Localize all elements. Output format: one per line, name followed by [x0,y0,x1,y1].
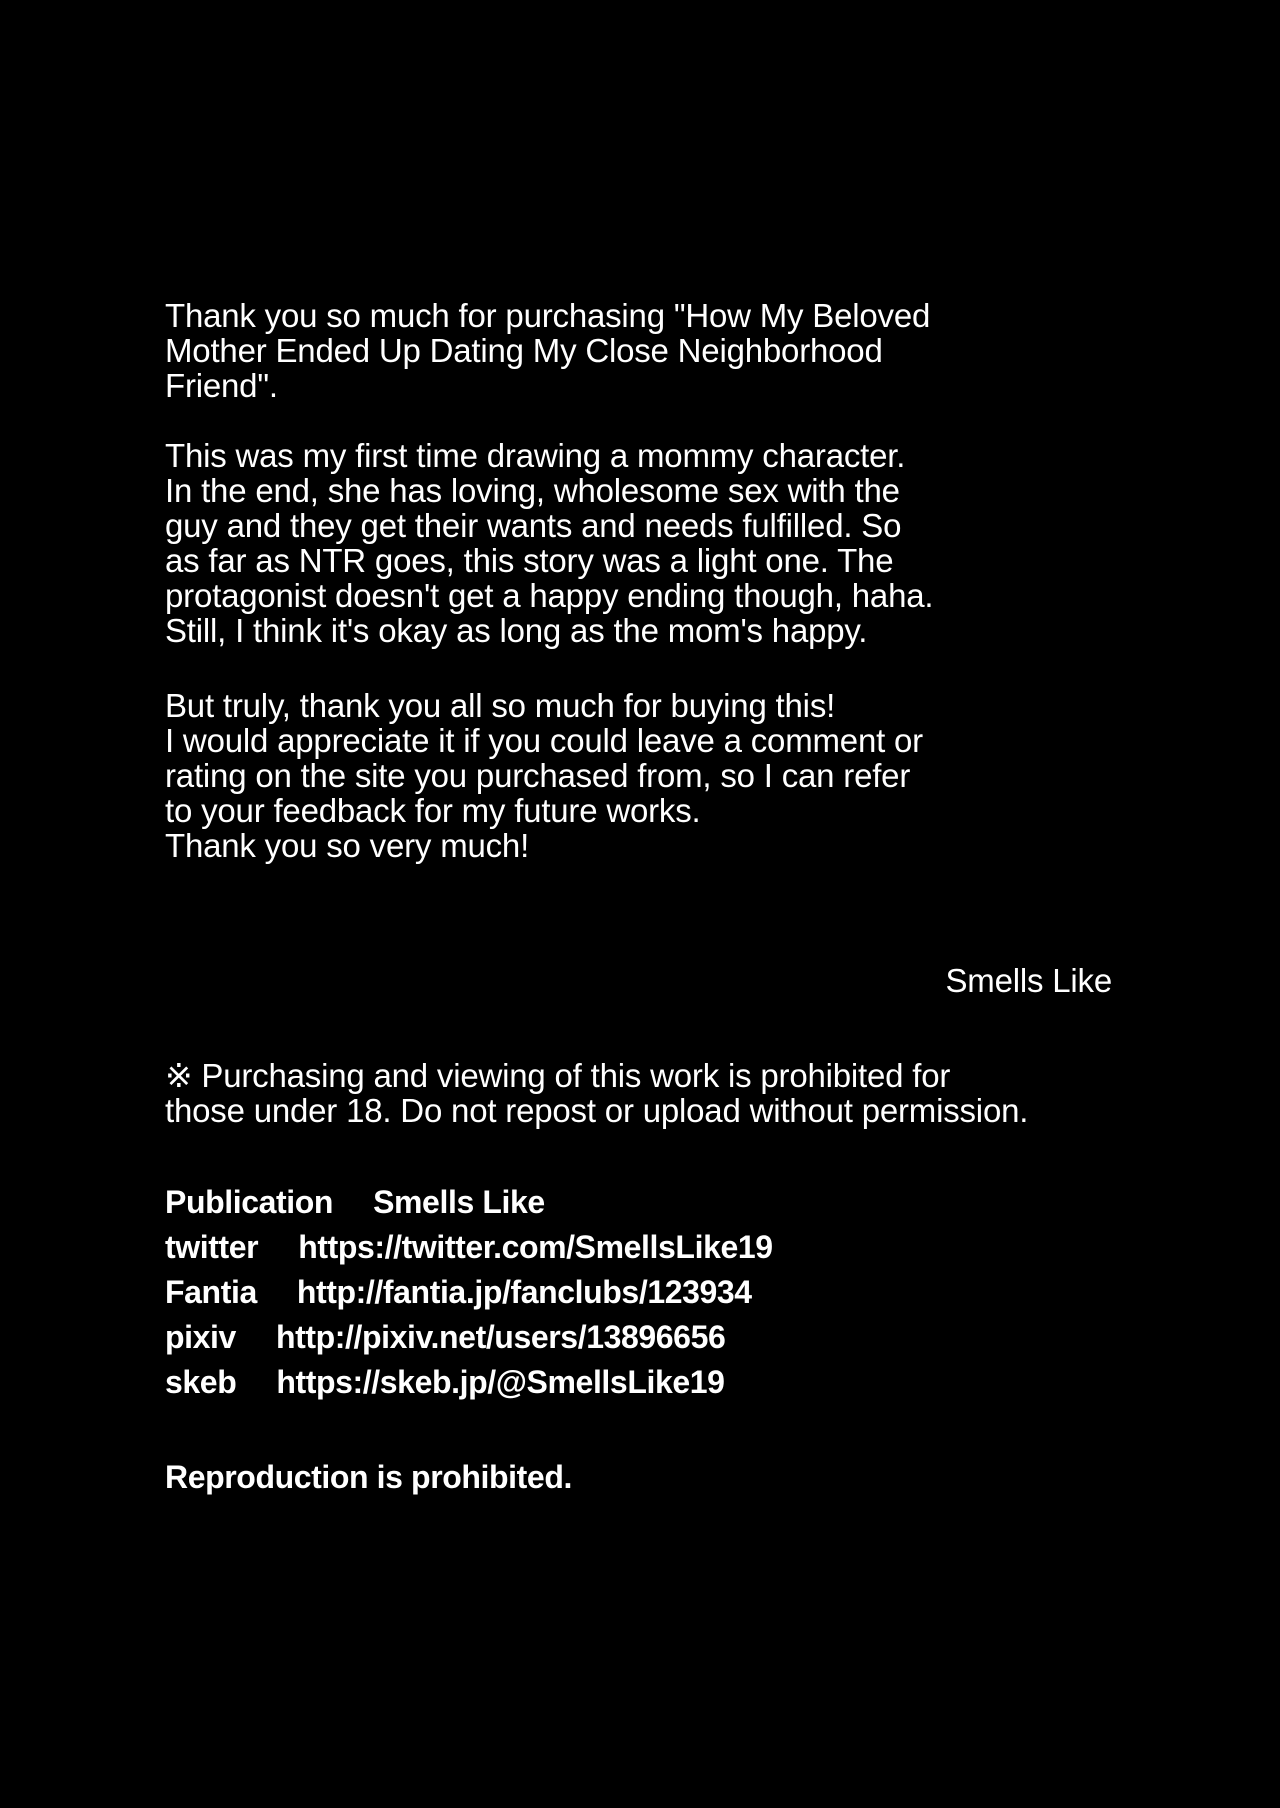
afterword-line: In the end, she has loving, wholesome sex with the [165,472,900,509]
credit-row-fantia [165,1270,773,1315]
afterword-line: This was my first time drawing a mommy character. [165,437,906,474]
afterword-paragraph-story-comments [165,438,933,648]
credit-row-twitter [165,1225,773,1270]
afterword-line: to your feedback for my future works. [165,792,701,829]
afterword-paragraph-thanks [165,298,930,403]
afterword-line: as far as NTR goes, this story was a light one. The [165,542,894,579]
afterword-line: guy and they get their wants and needs fulfilled. So [165,507,902,544]
credits-block [165,1180,773,1405]
afterword-line: protagonist doesn't get a happy ending though, haha. [165,577,934,614]
credit-label: Fantia [165,1274,257,1310]
afterword-line: Still, I think it's okay as long as the mom's happy. [165,612,868,649]
credit-label: Publication [165,1184,334,1220]
afterword-paragraph-feedback-request [165,688,923,863]
credit-url: https://twitter.com/SmellsLike19 [298,1229,773,1265]
credit-value: Smells Like [373,1184,545,1220]
afterword-line: rating on the site you purchased from, so I can refer [165,757,911,794]
afterword-line: I would appreciate it if you could leave a comment or [165,722,923,759]
credit-row-skeb [165,1360,773,1405]
credit-row-publication [165,1180,773,1225]
age-restriction-notice [165,1058,1028,1128]
afterword-line: Friend". [165,367,278,404]
artist-signature: Smells Like [945,962,1112,999]
afterword-line: Thank you so very much! [165,827,530,864]
reproduction-note: Reproduction is prohibited. [165,1459,572,1495]
afterword-line: Thank you so much for purchasing "How My Beloved [165,297,931,334]
credit-row-pixiv [165,1315,773,1360]
notice-line: those under 18. Do not repost or upload without permission. [165,1092,1029,1129]
credit-url: http://pixiv.net/users/13896656 [275,1319,726,1355]
credit-url: https://skeb.jp/@SmellsLike19 [276,1364,725,1400]
afterword-line: Mother Ended Up Dating My Close Neighborhood [165,332,883,369]
notice-line: ※ Purchasing and viewing of this work is prohibited for [165,1057,951,1094]
credit-url: http://fantia.jp/fanclubs/123934 [296,1274,752,1310]
credit-label: twitter [165,1229,259,1265]
afterword-line: But truly, thank you all so much for buying this! [165,687,836,724]
credit-label: skeb [165,1364,237,1400]
credit-label: pixiv [165,1319,236,1355]
